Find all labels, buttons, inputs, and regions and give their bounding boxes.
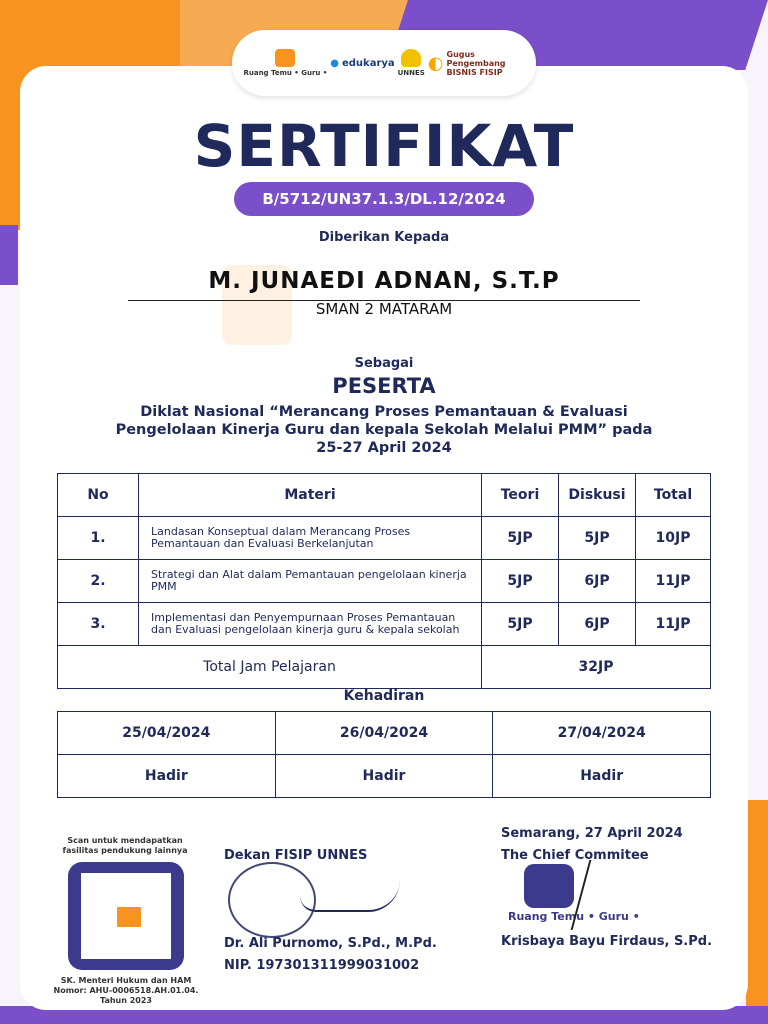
- total-value: 32JP: [482, 646, 711, 689]
- header-total: Total: [636, 474, 711, 517]
- attendance-status-row: [58, 755, 711, 798]
- cell-teori: 5JP: [482, 517, 559, 560]
- cell-diskusi: 6JP: [559, 603, 636, 646]
- logo-text: UNNES: [397, 69, 425, 77]
- dekan-name: Dr. Ali Purnomo, S.Pd., M.Pd.: [224, 936, 437, 951]
- description-line: Diklat Nasional “Merancang Proses Pemantauan & Evaluasi: [140, 404, 628, 420]
- recipient-school: SMAN 2 MATARAM: [315, 300, 453, 318]
- event-description: [100, 403, 668, 457]
- qr-caption: Scan untuk mendapatkan fasilitas pendukung lainnya: [62, 836, 188, 855]
- cell-no: 3.: [58, 603, 139, 646]
- given-to-label: Diberikan Kepada: [318, 230, 450, 245]
- cell-teori: 5JP: [482, 603, 559, 646]
- description-line: 25-27 April 2024: [316, 440, 452, 456]
- cell-total: 11JP: [636, 603, 711, 646]
- chief-title: The Chief Commitee: [501, 848, 649, 863]
- stamp-text: Ruang Temu • Guru •: [508, 910, 640, 923]
- header-materi: Materi: [139, 474, 482, 517]
- total-label: Total Jam Pelajaran: [58, 646, 482, 689]
- bisnis-fisip-icon: ◐: [427, 52, 444, 74]
- cell-teori: 5JP: [482, 560, 559, 603]
- attendance-status: Hadir: [493, 755, 711, 798]
- ruang-temu-guru-icon: [275, 49, 295, 67]
- unnes-logo: [398, 49, 425, 77]
- header-teori: Teori: [482, 474, 559, 517]
- edukarya-logo: [330, 58, 394, 69]
- ruang-temu-guru-logo: [243, 49, 327, 77]
- certificate-title: SERTIFIKAT: [193, 112, 575, 180]
- cell-materi: Landasan Konseptual dalam Merancang Proses Pemantauan dan Evaluasi Berkelanjutan: [139, 517, 482, 560]
- logo-text: Gugus Pengembang BISNIS FISIP: [446, 49, 506, 77]
- qr-logo-icon: [114, 904, 144, 930]
- place-date: Semarang, 27 April 2024: [501, 826, 683, 841]
- attendance-date: 27/04/2024: [493, 712, 711, 755]
- attendance-status: Hadir: [275, 755, 493, 798]
- attendance-date-row: [58, 712, 711, 755]
- logo-text: Ruang Temu • Guru •: [243, 69, 328, 77]
- ruang-temu-guru-stamp-icon: [524, 864, 574, 908]
- table-row: [58, 603, 711, 646]
- cell-total: 10JP: [636, 517, 711, 560]
- attendance-title: Kehadiran: [343, 688, 425, 704]
- attendance-date: 26/04/2024: [275, 712, 493, 755]
- edukarya-icon: ●: [330, 57, 339, 69]
- cell-materi: Implementasi dan Penyempurnaan Proses Pemantauan dan Evaluasi pengelolaan kinerja guru & kepala sekolah: [139, 603, 482, 646]
- cell-no: 2.: [58, 560, 139, 603]
- recipient-name: M. JUNAEDI ADNAN, S.T.P: [208, 268, 560, 294]
- cell-materi: Strategi dan Alat dalam Pemantauan pengelolaan kinerja PMM: [139, 560, 482, 603]
- cell-total: 11JP: [636, 560, 711, 603]
- logo-text: edukarya: [341, 57, 395, 69]
- table-header-row: [58, 474, 711, 517]
- as-label: Sebagai: [354, 356, 414, 371]
- background-shape: [746, 800, 768, 1010]
- dekan-title: Dekan FISIP UNNES: [224, 848, 368, 863]
- cell-diskusi: 5JP: [559, 517, 636, 560]
- certificate-number: B/5712/UN37.1.3/DL.12/2024: [234, 182, 534, 216]
- attendance-status: Hadir: [58, 755, 276, 798]
- qr-code[interactable]: [68, 862, 184, 970]
- role-label: PESERTA: [332, 374, 436, 398]
- dekan-nip: NIP. 197301311999031002: [224, 958, 420, 973]
- sk-text: SK. Menteri Hukum dan HAM Nomor: AHU-0006518.AH.01.04. Tahun 2023: [53, 976, 199, 1005]
- table-row: [58, 517, 711, 560]
- attendance-date: 25/04/2024: [58, 712, 276, 755]
- header-no: No: [58, 474, 139, 517]
- cell-no: 1.: [58, 517, 139, 560]
- cell-diskusi: 6JP: [559, 560, 636, 603]
- header-diskusi: Diskusi: [559, 474, 636, 517]
- logo-bar: [232, 30, 536, 96]
- table-total-row: [58, 646, 711, 689]
- unnes-icon: [401, 49, 421, 67]
- bisnis-fisip-logo: [428, 50, 525, 77]
- description-line: Pengelolaan Kinerja Guru dan kepala Sekolah Melalui PMM” pada: [115, 422, 653, 438]
- materials-table: [57, 473, 711, 689]
- chief-name: Krisbaya Bayu Firdaus, S.Pd.: [501, 934, 713, 949]
- table-row: [58, 560, 711, 603]
- attendance-table: [57, 711, 711, 798]
